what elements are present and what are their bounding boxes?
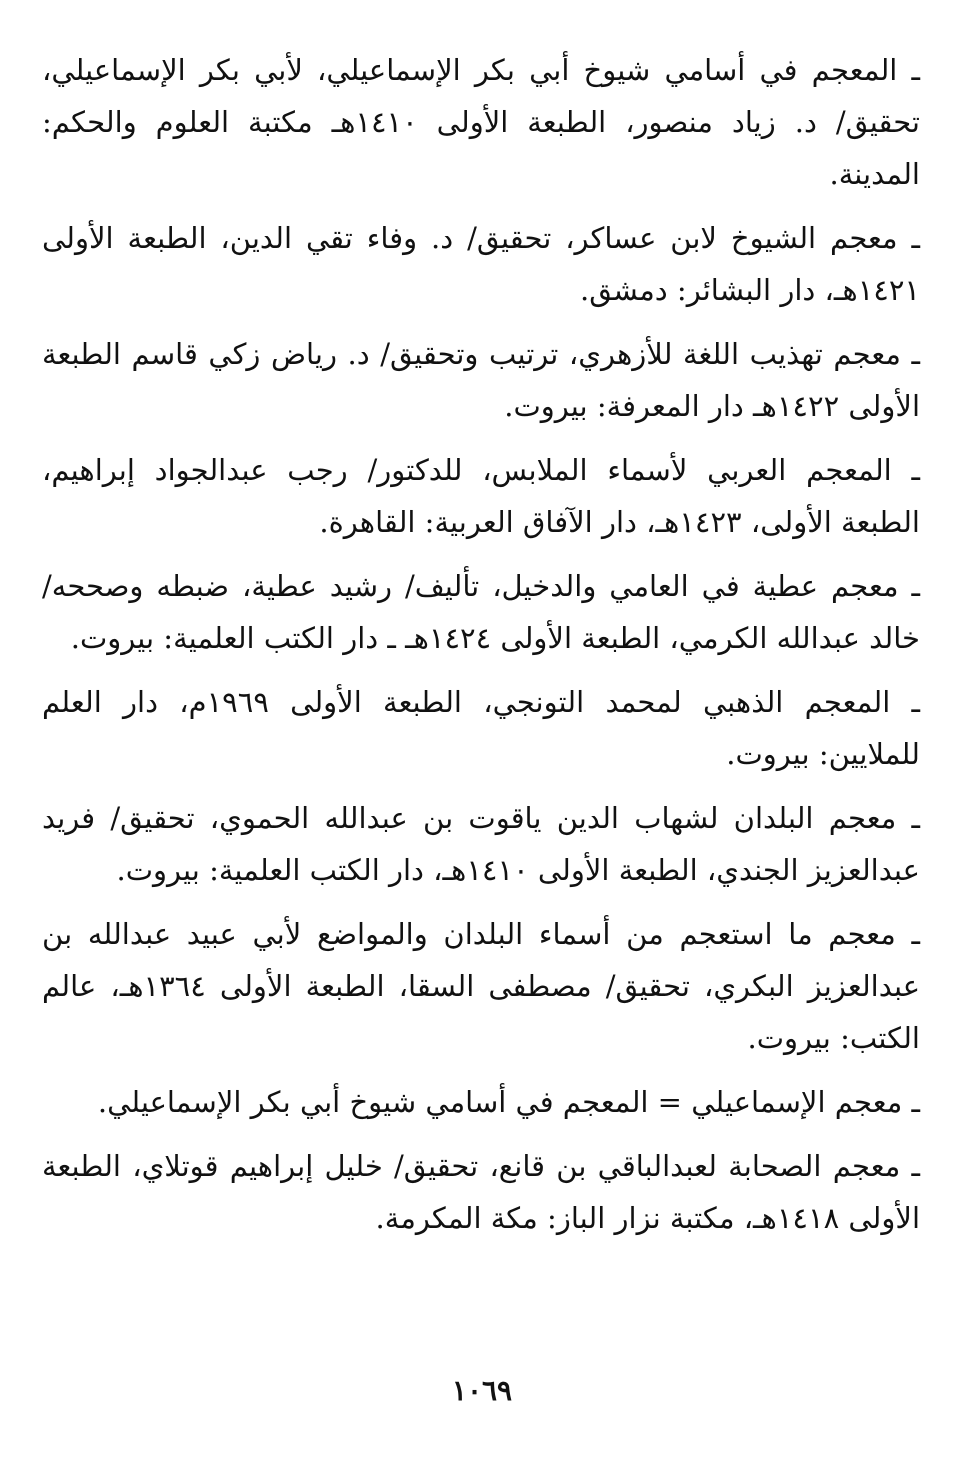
entry-text: ـ المعجم الذهبي لمحمد التونجي، الطبعة الأولى ١٩٦٩م، دار العلم للملايين: بيروت. xyxy=(42,685,921,771)
bibliography-entry xyxy=(42,908,920,1064)
entry-text: ـ معجم الشيوخ لابن عساكر، تحقيق/ د. وفاء تقي الدين، الطبعة الأولى ١٤٢١هـ، دار البشائر: دمشق. xyxy=(42,221,920,307)
bibliography-entry xyxy=(42,44,920,200)
bibliography-page xyxy=(42,44,920,1256)
entry-text: ـ معجم الصحابة لعبدالباقي بن قانع، تحقيق/ خليل إبراهيم قوتلاي، الطبعة الأولى ١٤١٨هـ، مكتبة نزار الباز: مكة المكرمة. xyxy=(42,1149,920,1235)
entry-text: ـ المعجم العربي لأسماء الملابس، للدكتور/ رجب عبدالجواد إبراهيم، الطبعة الأولى، ١٤٢٣هـ، دار الآفاق العربية: القاهرة. xyxy=(42,453,920,539)
entry-text: ـ معجم ما استعجم من أسماء البلدان والمواضع لأبي عبيد عبدالله بن عبدالعزيز البكري، تحقيق/ مصطفى السقا، الطبعة الأولى ١٣٦٤هـ، عالم الكتب: بيروت. xyxy=(42,917,920,1055)
bibliography-entry xyxy=(42,212,920,316)
bibliography-entry xyxy=(42,328,920,432)
bibliography-entry xyxy=(42,1140,920,1244)
bibliography-entry xyxy=(42,1076,920,1128)
page-number: ١٠٦٩ xyxy=(451,1374,513,1407)
entry-text: ـ معجم الإسماعيلي = المعجم في أسامي شيوخ أبي بكر الإسماعيلي. xyxy=(97,1085,920,1119)
bibliography-entry xyxy=(42,792,920,896)
entry-text: ـ معجم تهذيب اللغة للأزهري، ترتيب وتحقيق/ د. رياض زكي قاسم الطبعة الأولى ١٤٢٢هـ دار المعرفة: بيروت. xyxy=(42,337,920,423)
entry-text: ـ معجم عطية في العامي والدخيل، تأليف/ رشيد عطية، ضبطه وصححه/ خالد عبدالله الكرمي، الطبعة الأولى ١٤٢٤هـ ـ دار الكتب العلمية: بيروت. xyxy=(42,569,920,655)
entry-text: ـ المعجم في أسامي شيوخ أبي بكر الإسماعيلي، لأبي بكر الإسماعيلي، تحقيق/ د. زياد منصور، الطبعة الأولى ١٤١٠هـ مكتبة العلوم والحكم: المدينة. xyxy=(42,53,920,191)
bibliography-entry xyxy=(42,676,920,780)
entry-text: ـ معجم البلدان لشهاب الدين ياقوت بن عبدالله الحموي، تحقيق/ فريد عبدالعزيز الجندي، الطبعة الأولى ١٤١٠هـ، دار الكتب العلمية: بيروت. xyxy=(42,801,920,887)
bibliography-entry xyxy=(42,444,920,548)
bibliography-entry xyxy=(42,560,920,664)
